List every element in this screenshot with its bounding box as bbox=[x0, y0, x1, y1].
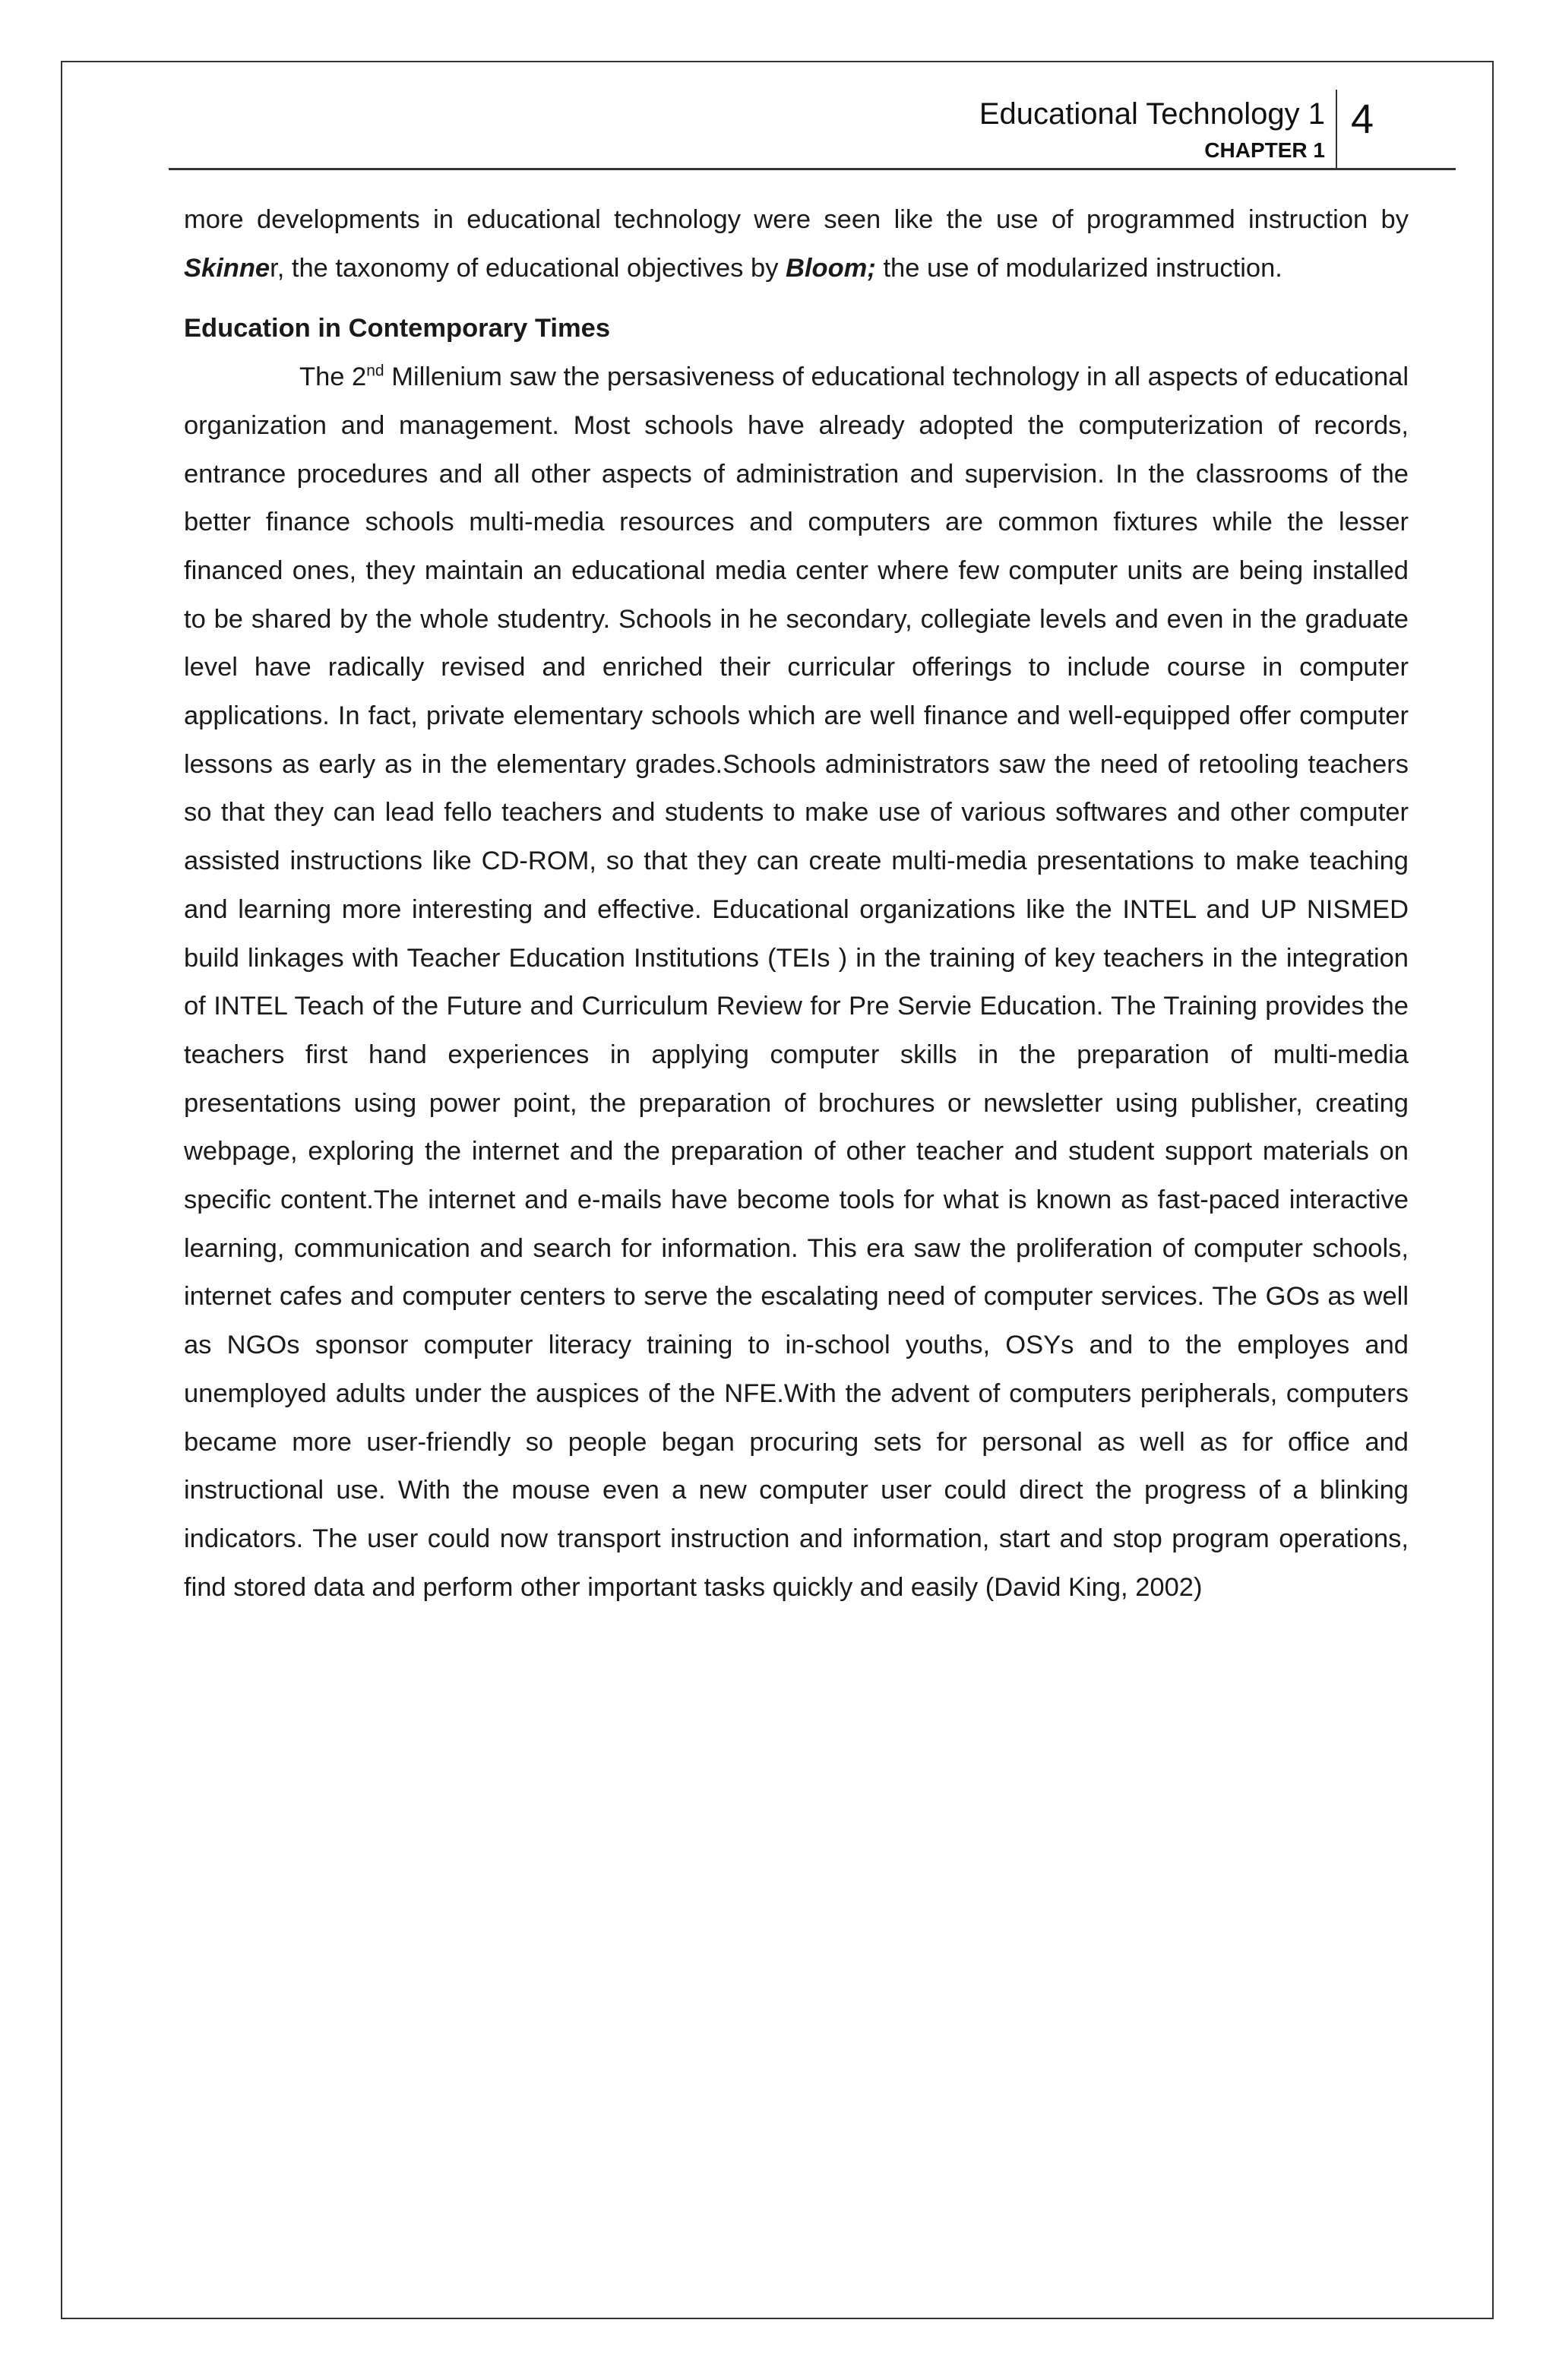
header-divider bbox=[1336, 90, 1337, 169]
intro-paragraph bbox=[184, 196, 1409, 293]
page-number: 4 bbox=[1351, 97, 1374, 142]
header-chapter: CHAPTER 1 bbox=[1204, 138, 1325, 162]
bloom-name: Bloom; bbox=[786, 253, 876, 283]
page-content bbox=[184, 196, 1409, 1612]
skinner-name: Skinne bbox=[184, 253, 270, 283]
page-header bbox=[169, 90, 1456, 170]
header-text-block bbox=[979, 93, 1325, 166]
section-heading: Education in Contemporary Times bbox=[184, 314, 611, 343]
header-title: Educational Technology 1 bbox=[979, 97, 1325, 131]
body-text: Millenium saw the persasiveness of educational technology in all aspects of educational organization and management. Most schools have already adopted the computerization of records, entrance procedures and all other aspects of administration and supervision. In the classrooms of the better finance schools multi-media resources and computers are common fixtures while the lesser financed ones, they maintain an educational media center where few computer units are being installed to be shared by the whole studentry. Schools in he secondary, collegiate levels and even in the graduate level have radically revised and enriched their curricular offerings to include course in computer applications. In fact, private elementary schools which are well finance and well-equipped offer computer lessons as early as in the elementary grades.Schools administrators saw the need of retooling teachers so that they can lead fello teachers and students to make use of various softwares and other computer assisted instructions like CD-ROM, so that they can create multi-media presentations to make teaching and learning more interesting and effective. Educational organizations like the INTEL and UP NISMED build linkages with Teacher Education Institutions (TEIs ) in the training of key teachers in the integration of INTEL Teach of the Future and Curriculum Review for Pre Servie Education. The Training provides the teachers first hand experiences in applying computer skills in the preparation of multi-media presentations using power point, the preparation of brochures or newsletter using publisher, creating webpage, exploring the internet and the preparation of other teacher and student support materials on specific content.The internet and e-mails have become tools for what is known as fast-paced interactive learning, communication and search for information. This era saw the proliferation of computer schools, internet cafes and computer centers to serve the escalating need of computer services. The GOs as well as NGOs sponsor computer literacy training to in-school youths, OSYs and to the employes and unemployed adults under the auspices of the NFE.With the advent of computers peripherals, computers became more user-friendly so people began procuring sets for personal as well as for office and instructional use. With the mouse even a new computer user could direct the progress of a blinking indicators. The user could now transport instruction and information, start and stop program operations, find stored data and perform other important tasks quickly and easily (David King, 2002) bbox=[184, 362, 1409, 1602]
intro-text-3: the use of modularized instruction. bbox=[875, 253, 1282, 283]
intro-text-2: r, the taxonomy of educational objectives by bbox=[270, 253, 786, 283]
body-paragraph bbox=[184, 353, 1409, 1612]
ordinal-superscript: nd bbox=[366, 362, 384, 380]
body-lead: The 2 bbox=[299, 362, 367, 392]
intro-text-1: more developments in educational technology were seen like the use of programmed instruction by bbox=[184, 205, 1409, 234]
